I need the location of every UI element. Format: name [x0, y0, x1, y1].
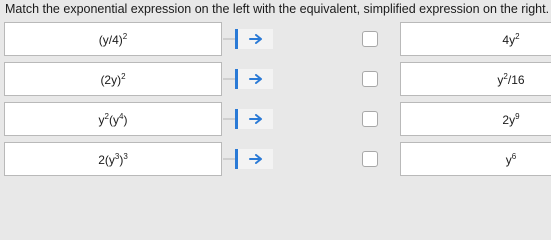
match-row: [0, 62, 551, 98]
expression-text: $2(y^3)^3$: [98, 151, 128, 167]
arrow-right-icon: [249, 154, 263, 164]
connector-line: [223, 78, 235, 80]
expression-text: $(2y)^2$: [100, 71, 126, 87]
drag-handle[interactable]: [235, 29, 273, 49]
right-expression: [400, 62, 551, 96]
match-row: [0, 102, 551, 138]
left-expression: [4, 22, 222, 56]
connector-line: [223, 38, 235, 40]
arrow-right-icon: [249, 114, 263, 124]
drop-target[interactable]: [362, 31, 378, 47]
expression-text: $2y^9$: [502, 111, 520, 127]
left-expression: [4, 102, 222, 136]
arrow-right-icon: [249, 34, 263, 44]
expression-text: $4y^2$: [502, 31, 520, 47]
expression-text: $y^6$: [505, 151, 517, 167]
connector-line: [223, 118, 235, 120]
arrow-right-icon: [249, 74, 263, 84]
right-expression: [400, 142, 551, 176]
right-expression: [400, 102, 551, 136]
instruction-text: Match the exponential expression on the left with the equivalent, simplified expression on the right.: [5, 2, 550, 16]
left-expression: [4, 62, 222, 96]
expression-text: $y^2(y^4)$: [98, 111, 128, 127]
drag-handle[interactable]: [235, 149, 273, 169]
connector-line: [223, 158, 235, 160]
drag-handle[interactable]: [235, 69, 273, 89]
expression-text: $(y/4)^2$: [98, 31, 128, 47]
right-expression: [400, 22, 551, 56]
expression-text: $y^2/16$: [497, 71, 525, 87]
left-expression: [4, 142, 222, 176]
drag-handle[interactable]: [235, 109, 273, 129]
drop-target[interactable]: [362, 111, 378, 127]
match-row: [0, 142, 551, 178]
match-row: [0, 22, 551, 58]
drop-target[interactable]: [362, 71, 378, 87]
drop-target[interactable]: [362, 151, 378, 167]
